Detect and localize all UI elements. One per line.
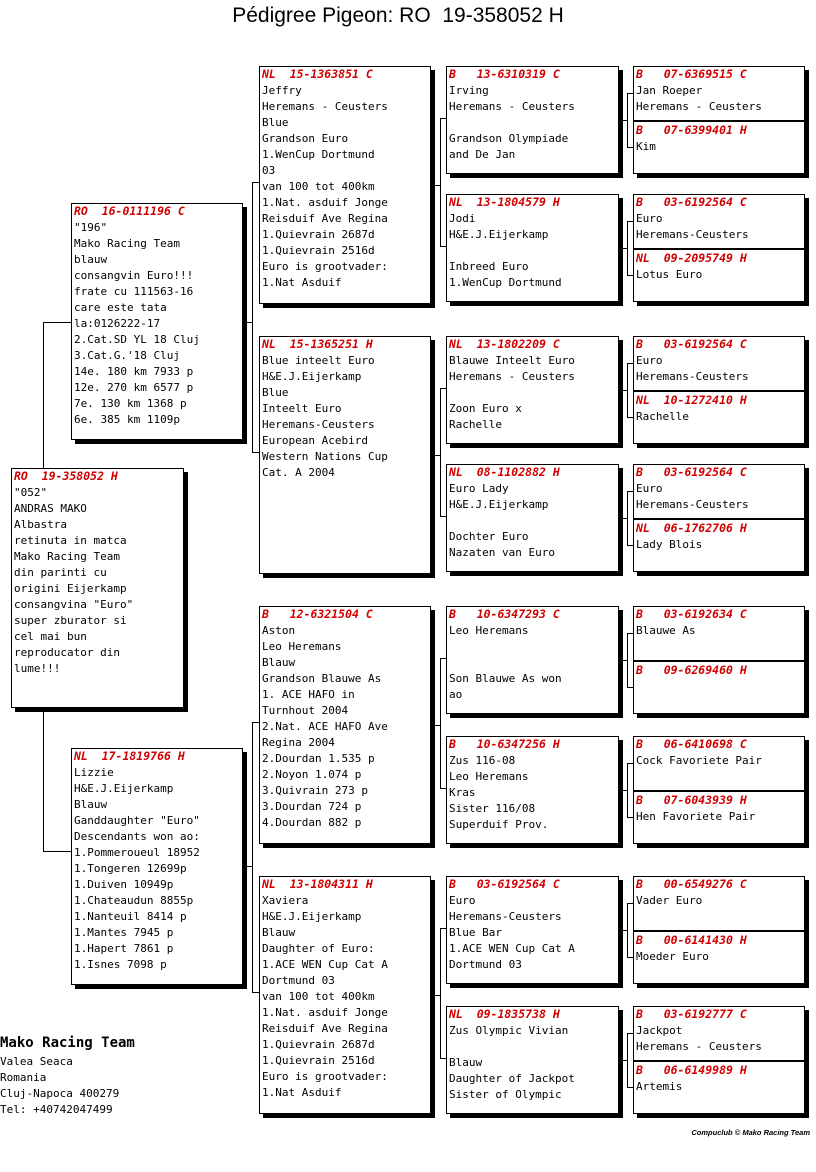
pedigree-line: retinuta in matca [14, 534, 127, 547]
pedigree-line: blauw [74, 253, 108, 266]
ring-number: B 09-6269460 H [636, 663, 747, 677]
connector-line [627, 763, 633, 764]
ancestor-pair-card [633, 464, 805, 572]
pedigree-line: Leo Heremans [449, 770, 529, 783]
pedigree-line: Heremans-Ceusters [636, 228, 749, 241]
connector-line [431, 995, 440, 996]
great-grandparent-card [446, 876, 619, 984]
connector-line [619, 248, 627, 249]
pedigree-line: ao [449, 688, 463, 701]
pedigree-line: 1.ACE WEN Cup Cat A [449, 942, 575, 955]
pedigree-line: consangvin Euro!!! [74, 269, 194, 282]
great-grandparent-card [446, 606, 619, 714]
pedigree-line: H&E.J.Eijerkamp [449, 228, 549, 241]
connector-line [627, 417, 633, 418]
connector-line [440, 1058, 446, 1059]
pedigree-line: 1.Quievrain 2687d [262, 1038, 375, 1051]
breeder-line: Valea Seaca [0, 1055, 73, 1068]
ancestor-pair-card [633, 194, 805, 302]
ring-number: NL 13-1804311 H [262, 877, 373, 891]
pedigree-line: 1.Quievrain 2687d [262, 228, 375, 241]
pair-divider [633, 390, 805, 392]
pedigree-line: "196" [74, 221, 108, 234]
ring-number: NL 10-1272410 H [636, 393, 747, 407]
pedigree-line: Nazaten van Euro [449, 546, 555, 559]
grandparent-card [259, 606, 431, 844]
great-grandparent-card [446, 194, 619, 302]
connector-line [619, 660, 627, 661]
pedigree-line: lume!!! [14, 662, 61, 675]
pedigree-line: Artemis [636, 1080, 683, 1093]
pair-divider [633, 930, 805, 932]
pair-divider [633, 518, 805, 520]
connector-line [627, 363, 628, 417]
pedigree-line: Heremans-Ceusters [636, 498, 749, 511]
pedigree-line: Blauw [262, 656, 296, 669]
ring-number: NL 15-1363851 C [262, 67, 373, 81]
ring-number: B 12-6321504 C [262, 607, 373, 621]
connector-line [627, 93, 633, 94]
pedigree-line: Blue [262, 386, 289, 399]
connector-line [440, 246, 446, 247]
pedigree-line: Heremans - Ceusters [262, 100, 388, 113]
pedigree-line: Heremans-Ceusters [636, 370, 749, 383]
ring-number: B 07-6043939 H [636, 793, 747, 807]
ring-number: B 03-6192564 C [449, 877, 560, 891]
pedigree-line: European Acebird [262, 434, 368, 447]
pedigree-line: 2.Nat. ACE HAFO Ave [262, 720, 388, 733]
connector-line [627, 1033, 633, 1034]
great-grandparent-card [446, 736, 619, 844]
pedigree-line: origini Eijerkamp [14, 582, 127, 595]
pedigree-line: 12e. 270 km 6577 p [74, 381, 194, 394]
pedigree-line: Zoon Euro x [449, 402, 522, 415]
pedigree-line: Descendants won ao: [74, 830, 200, 843]
ring-number: RO 16-0111196 C [74, 204, 185, 218]
pedigree-line: Daughter of Euro: [262, 942, 375, 955]
connector-line [627, 957, 633, 958]
pedigree-line: 1.ACE WEN Cup Cat A [262, 958, 388, 971]
ancestor-pair-card [633, 606, 805, 714]
pedigree-line: Lotus Euro [636, 268, 703, 281]
pedigree-line: cel mai bun [14, 630, 87, 643]
ancestor-dam [636, 122, 802, 174]
pedigree-line: H&E.J.Eijerkamp [262, 370, 362, 383]
pedigree-line: Cock Favoriete Pair [636, 754, 762, 767]
connector-line [43, 322, 72, 323]
connector-line [627, 903, 628, 957]
connector-line [252, 452, 259, 453]
pedigree-line: Heremans - Ceusters [636, 1040, 762, 1053]
pedigree-line: Regina 2004 [262, 736, 335, 749]
connector-line [252, 722, 259, 723]
ring-number: RO 19-358052 H [14, 469, 118, 483]
ring-number: B 06-6410698 C [636, 738, 747, 751]
connector-line [431, 455, 440, 456]
connector-line [440, 928, 446, 929]
pedigree-line: 4.Dourdan 882 p [262, 816, 362, 829]
pedigree-line: Blue Bar [449, 926, 502, 939]
connector-line [252, 182, 259, 183]
pedigree-line: Ganddaughter "Euro" [74, 814, 200, 827]
connector-line [627, 147, 633, 148]
pedigree-line: 1.Duiven 10949p [74, 878, 174, 891]
pedigree-line [449, 639, 616, 655]
pedigree-line: la:0126222-17 [74, 317, 161, 330]
pedigree-line: Grandson Olympiade [449, 132, 569, 145]
ancestor-sire [636, 1008, 802, 1062]
pedigree-line: 1.WenCup Dortmund [449, 276, 562, 289]
ring-number: NL 06-1762706 H [636, 521, 747, 535]
pedigree-line: Kim [636, 140, 656, 153]
ancestor-pair-card [633, 1006, 805, 1114]
connector-line [440, 118, 441, 246]
connector-line [440, 928, 441, 1058]
ring-number: B 03-6192564 C [636, 466, 747, 479]
pedigree-line: Blauw [262, 926, 296, 939]
pedigree-line: 2.Cat.SD YL 18 Cluj [74, 333, 200, 346]
pedigree-line: 2.Dourdan 1.535 p [262, 752, 375, 765]
pedigree-line: H&E.J.Eijerkamp [449, 498, 549, 511]
great-grandparent-card [446, 336, 619, 444]
pedigree-line: "052" [14, 486, 48, 499]
pedigree-line: Reisduif Ave Regina [262, 212, 388, 225]
pedigree-line: Jodi [449, 212, 476, 225]
pedigree-line: 3.Cat.G.'18 Cluj [74, 349, 180, 362]
great-grandparent-card [446, 1006, 619, 1114]
pedigree-line: Sister 116/08 [449, 802, 536, 815]
ring-number: NL 15-1365251 H [262, 337, 373, 351]
pedigree-line [449, 243, 616, 259]
connector-line [627, 763, 628, 817]
pedigree-line: Heremans - Ceusters [449, 370, 575, 383]
breeder-name: Mako Racing Team [0, 1035, 135, 1051]
pedigree-line: Irving [449, 84, 489, 97]
ring-number: B 10-6347256 H [449, 737, 560, 751]
connector-line [627, 903, 633, 904]
pedigree-line: Euro is grootvader: [262, 260, 388, 273]
pedigree-line: Hen Favoriete Pair [636, 810, 756, 823]
pedigree-line: Blue inteelt Euro [262, 354, 375, 367]
pair-divider [633, 660, 805, 662]
connector-line [440, 388, 446, 389]
pedigree-line: Inteelt Euro [262, 402, 342, 415]
pedigree-line: 7e. 130 km 1368 p [74, 397, 187, 410]
breeder-line: Cluj-Napoca 400279 [0, 1087, 120, 1100]
pedigree-line: Sister of Olympic [449, 1088, 562, 1101]
pedigree-line: Grandson Blauwe As [262, 672, 382, 685]
connector-line [619, 518, 627, 519]
connector-line [431, 185, 440, 186]
pedigree-line: Heremans - Ceusters [636, 100, 762, 113]
ancestor-dam [636, 932, 802, 984]
ring-number: B 13-6310319 C [449, 67, 560, 81]
pedigree-line [449, 1039, 616, 1055]
pedigree-line: 1.Isnes 7098 p [74, 958, 167, 971]
pedigree-line: Grandson Euro [262, 132, 349, 145]
pedigree-line: Inbreed Euro [449, 260, 529, 273]
pedigree-line: Kras [449, 786, 476, 799]
ring-number: B 03-6192634 C [636, 608, 747, 621]
dam-card [71, 748, 243, 985]
ancestor-sire [636, 466, 802, 520]
pedigree-line: Albastra [14, 518, 67, 531]
pedigree-line: Jackpot [636, 1024, 683, 1037]
ring-number: NL 09-2095749 H [636, 251, 747, 265]
connector-line [627, 491, 628, 545]
pedigree-line: 1.Quievrain 2516d [262, 1054, 375, 1067]
ancestor-sire [636, 878, 802, 932]
grandparent-card [259, 336, 431, 574]
ring-number: NL 08-1102882 H [449, 465, 560, 479]
pedigree-line [449, 385, 616, 401]
connector-line [619, 790, 627, 791]
subject-pigeon-card [11, 468, 184, 708]
ancestor-dam [636, 1062, 802, 1114]
pedigree-line: Leo Heremans [262, 640, 342, 653]
pedigree-line: 1.Nat Asduif [262, 1086, 342, 1099]
pedigree-line: Euro [636, 354, 663, 367]
pair-divider [633, 248, 805, 250]
connector-line [627, 817, 633, 818]
pedigree-line: consangvina "Euro" [14, 598, 134, 611]
pedigree-line: 3.Quivrain 273 p [262, 784, 368, 797]
pedigree-line: 3.Dourdan 724 p [262, 800, 362, 813]
connector-line [627, 687, 633, 688]
connector-line [627, 633, 633, 634]
pedigree-line: 1.Quievrain 2516d [262, 244, 375, 257]
pedigree-line: Jan Roeper [636, 84, 703, 97]
pedigree-line: Euro [449, 894, 476, 907]
pedigree-line: 14e. 180 km 7933 p [74, 365, 194, 378]
connector-line [627, 93, 628, 147]
pedigree-line: 1.Nat. asduif Jonge [262, 196, 388, 209]
pedigree-line: Cat. A 2004 [262, 466, 335, 479]
connector-line [252, 992, 259, 993]
connector-line [627, 545, 633, 546]
connector-line [627, 633, 628, 687]
ancestor-sire [636, 608, 802, 662]
pedigree-line: Blauw [74, 798, 108, 811]
credit-footer: Compuclub © Mako Racing Team [691, 1128, 810, 1137]
ancestor-dam [636, 520, 802, 572]
ring-number: B 03-6192564 C [636, 196, 747, 209]
ring-number: B 00-6549276 C [636, 878, 747, 891]
connector-line [619, 390, 627, 391]
connector-line [627, 363, 633, 364]
pair-divider [633, 1060, 805, 1062]
pedigree-line: super zburator si [14, 614, 127, 627]
connector-line [440, 118, 446, 119]
pedigree-line: Lady Blois [636, 538, 703, 551]
connector-line [619, 1060, 627, 1061]
great-grandparent-card [446, 66, 619, 174]
connector-line [440, 658, 446, 659]
pedigree-line: frate cu 111563-16 [74, 285, 194, 298]
pedigree-line: Blue [262, 116, 289, 129]
pedigree-line: Aston [262, 624, 296, 637]
ancestor-pair-card [633, 66, 805, 174]
ring-number: NL 17-1819766 H [74, 749, 185, 763]
connector-line [440, 516, 446, 517]
pedigree-line: 1.WenCup Dortmund [262, 148, 375, 161]
pedigree-line: van 100 tot 400km [262, 180, 375, 193]
breeder-line: Tel: +40742047499 [0, 1103, 113, 1116]
pedigree-line: 1.Chateaudun 8855p [74, 894, 194, 907]
ring-number: B 10-6347293 C [449, 607, 560, 621]
pedigree-line: H&E.J.Eijerkamp [262, 910, 362, 923]
pedigree-line: 1.Hapert 7861 p [74, 942, 174, 955]
ancestor-sire [636, 338, 802, 392]
breeder-info [0, 1034, 135, 1118]
pedigree-line: Blauw [449, 1056, 483, 1069]
pedigree-line: Son Blauwe As won [449, 672, 562, 685]
pedigree-line: Lizzie [74, 766, 114, 779]
ancestor-dam [636, 392, 802, 444]
ancestor-dam [636, 250, 802, 302]
grandparent-card [259, 66, 431, 304]
pedigree-line: 1.Nat Asduif [262, 276, 342, 289]
connector-line [440, 658, 441, 788]
connector-line [627, 491, 633, 492]
pedigree-line: Jeffry [262, 84, 302, 97]
ring-number: B 07-6399401 H [636, 123, 747, 137]
pedigree-line: care este tata [74, 301, 167, 314]
ring-number: B 06-6149989 H [636, 1063, 747, 1077]
pedigree-line: Euro is grootvader: [262, 1070, 388, 1083]
pedigree-line: Euro Lady [449, 482, 509, 495]
pedigree-line: Heremans - Ceusters [449, 100, 575, 113]
ring-number: B 00-6141430 H [636, 933, 747, 947]
ring-number: B 03-6192777 C [636, 1008, 747, 1021]
ancestor-pair-card [633, 736, 805, 844]
pedigree-line: Dochter Euro [449, 530, 529, 543]
pedigree-line: Reisduif Ave Regina [262, 1022, 388, 1035]
pedigree-line: Rachelle [449, 418, 502, 431]
pedigree-line: 1.Nanteuil 8414 p [74, 910, 187, 923]
pedigree-line: 1.Tongeren 12699p [74, 862, 187, 875]
pedigree-line: 2.Noyon 1.074 p [262, 768, 362, 781]
pedigree-line [449, 513, 616, 529]
breeder-line: Romania [0, 1071, 47, 1084]
pedigree-line: Leo Heremans [449, 624, 529, 637]
pedigree-line: 1.Pommeroueul 18952 [74, 846, 200, 859]
pedigree-line: Superduif Prov. [449, 818, 549, 831]
pedigree-line: Daughter of Jackpot [449, 1072, 575, 1085]
pedigree-line: Vader Euro [636, 894, 703, 907]
connector-line [627, 221, 633, 222]
connector-line [627, 1087, 633, 1088]
pedigree-line: Zus Olympic Vivian [449, 1024, 569, 1037]
pair-divider [633, 120, 805, 122]
grandparent-card [259, 876, 431, 1114]
sire-card [71, 203, 243, 440]
connector-line [431, 725, 440, 726]
connector-line [627, 275, 633, 276]
ancestor-pair-card [633, 336, 805, 444]
pedigree-line: 1.Nat. asduif Jonge [262, 1006, 388, 1019]
pedigree-line: Xaviera [262, 894, 309, 907]
pedigree-line: Turnhout 2004 [262, 704, 349, 717]
pedigree-line: 1. ACE HAFO in [262, 688, 355, 701]
pedigree-line: H&E.J.Eijerkamp [74, 782, 174, 795]
ring-number: B 07-6369515 C [636, 68, 747, 81]
ancestor-sire [636, 68, 802, 122]
ancestor-sire [636, 738, 802, 792]
ring-number: NL 13-1802209 C [449, 337, 560, 351]
connector-line [619, 120, 627, 121]
pedigree-line: Zus 116-08 [449, 754, 516, 767]
connector-line [43, 851, 72, 852]
pedigree-line: Mako Racing Team [14, 550, 120, 563]
pedigree-line: Dortmund 03 [449, 958, 522, 971]
connector-line [252, 182, 253, 452]
pedigree-line: 03 [262, 164, 276, 177]
pedigree-line: din parinti cu [14, 566, 107, 579]
pedigree-line: van 100 tot 400km [262, 990, 375, 1003]
pedigree-line: reproducator din [14, 646, 120, 659]
ring-number: NL 13-1804579 H [449, 195, 560, 209]
great-grandparent-card [446, 464, 619, 572]
pedigree-line: Heremans-Ceusters [262, 418, 375, 431]
ring-number: B 03-6192564 C [636, 338, 747, 351]
pedigree-line [449, 655, 616, 671]
pedigree-line: 1.Mantes 7945 p [74, 926, 174, 939]
pedigree-line: Heremans-Ceusters [449, 910, 562, 923]
pedigree-line: Western Nations Cup [262, 450, 388, 463]
connector-line [627, 221, 628, 275]
pedigree-line [449, 115, 616, 131]
pedigree-line: 6e. 385 km 1109p [74, 413, 180, 426]
ancestor-dam [636, 662, 802, 714]
ancestor-dam [636, 792, 802, 844]
ancestor-sire [636, 196, 802, 250]
pedigree-line: Rachelle [636, 410, 689, 423]
pedigree-line: ANDRAS MAKO [14, 502, 87, 515]
connector-line [440, 788, 446, 789]
pedigree-line: Euro [636, 482, 663, 495]
pedigree-line: Dortmund 03 [262, 974, 335, 987]
pedigree-line: Moeder Euro [636, 950, 709, 963]
pedigree-line: Mako Racing Team [74, 237, 180, 250]
connector-line [43, 708, 44, 852]
connector-line [43, 322, 44, 468]
page-title: Pédigree Pigeon: RO 19-358052 H [232, 4, 564, 27]
ring-number: NL 09-1835738 H [449, 1007, 560, 1021]
pedigree-line: Euro [636, 212, 663, 225]
connector-line [619, 930, 627, 931]
pedigree-line: Blauwe As [636, 624, 696, 637]
pair-divider [633, 790, 805, 792]
connector-line [252, 722, 253, 992]
connector-line [440, 388, 441, 516]
pedigree-line: and De Jan [449, 148, 516, 161]
ancestor-pair-card [633, 876, 805, 984]
pedigree-line: Blauwe Inteelt Euro [449, 354, 575, 367]
connector-line [627, 1033, 628, 1087]
